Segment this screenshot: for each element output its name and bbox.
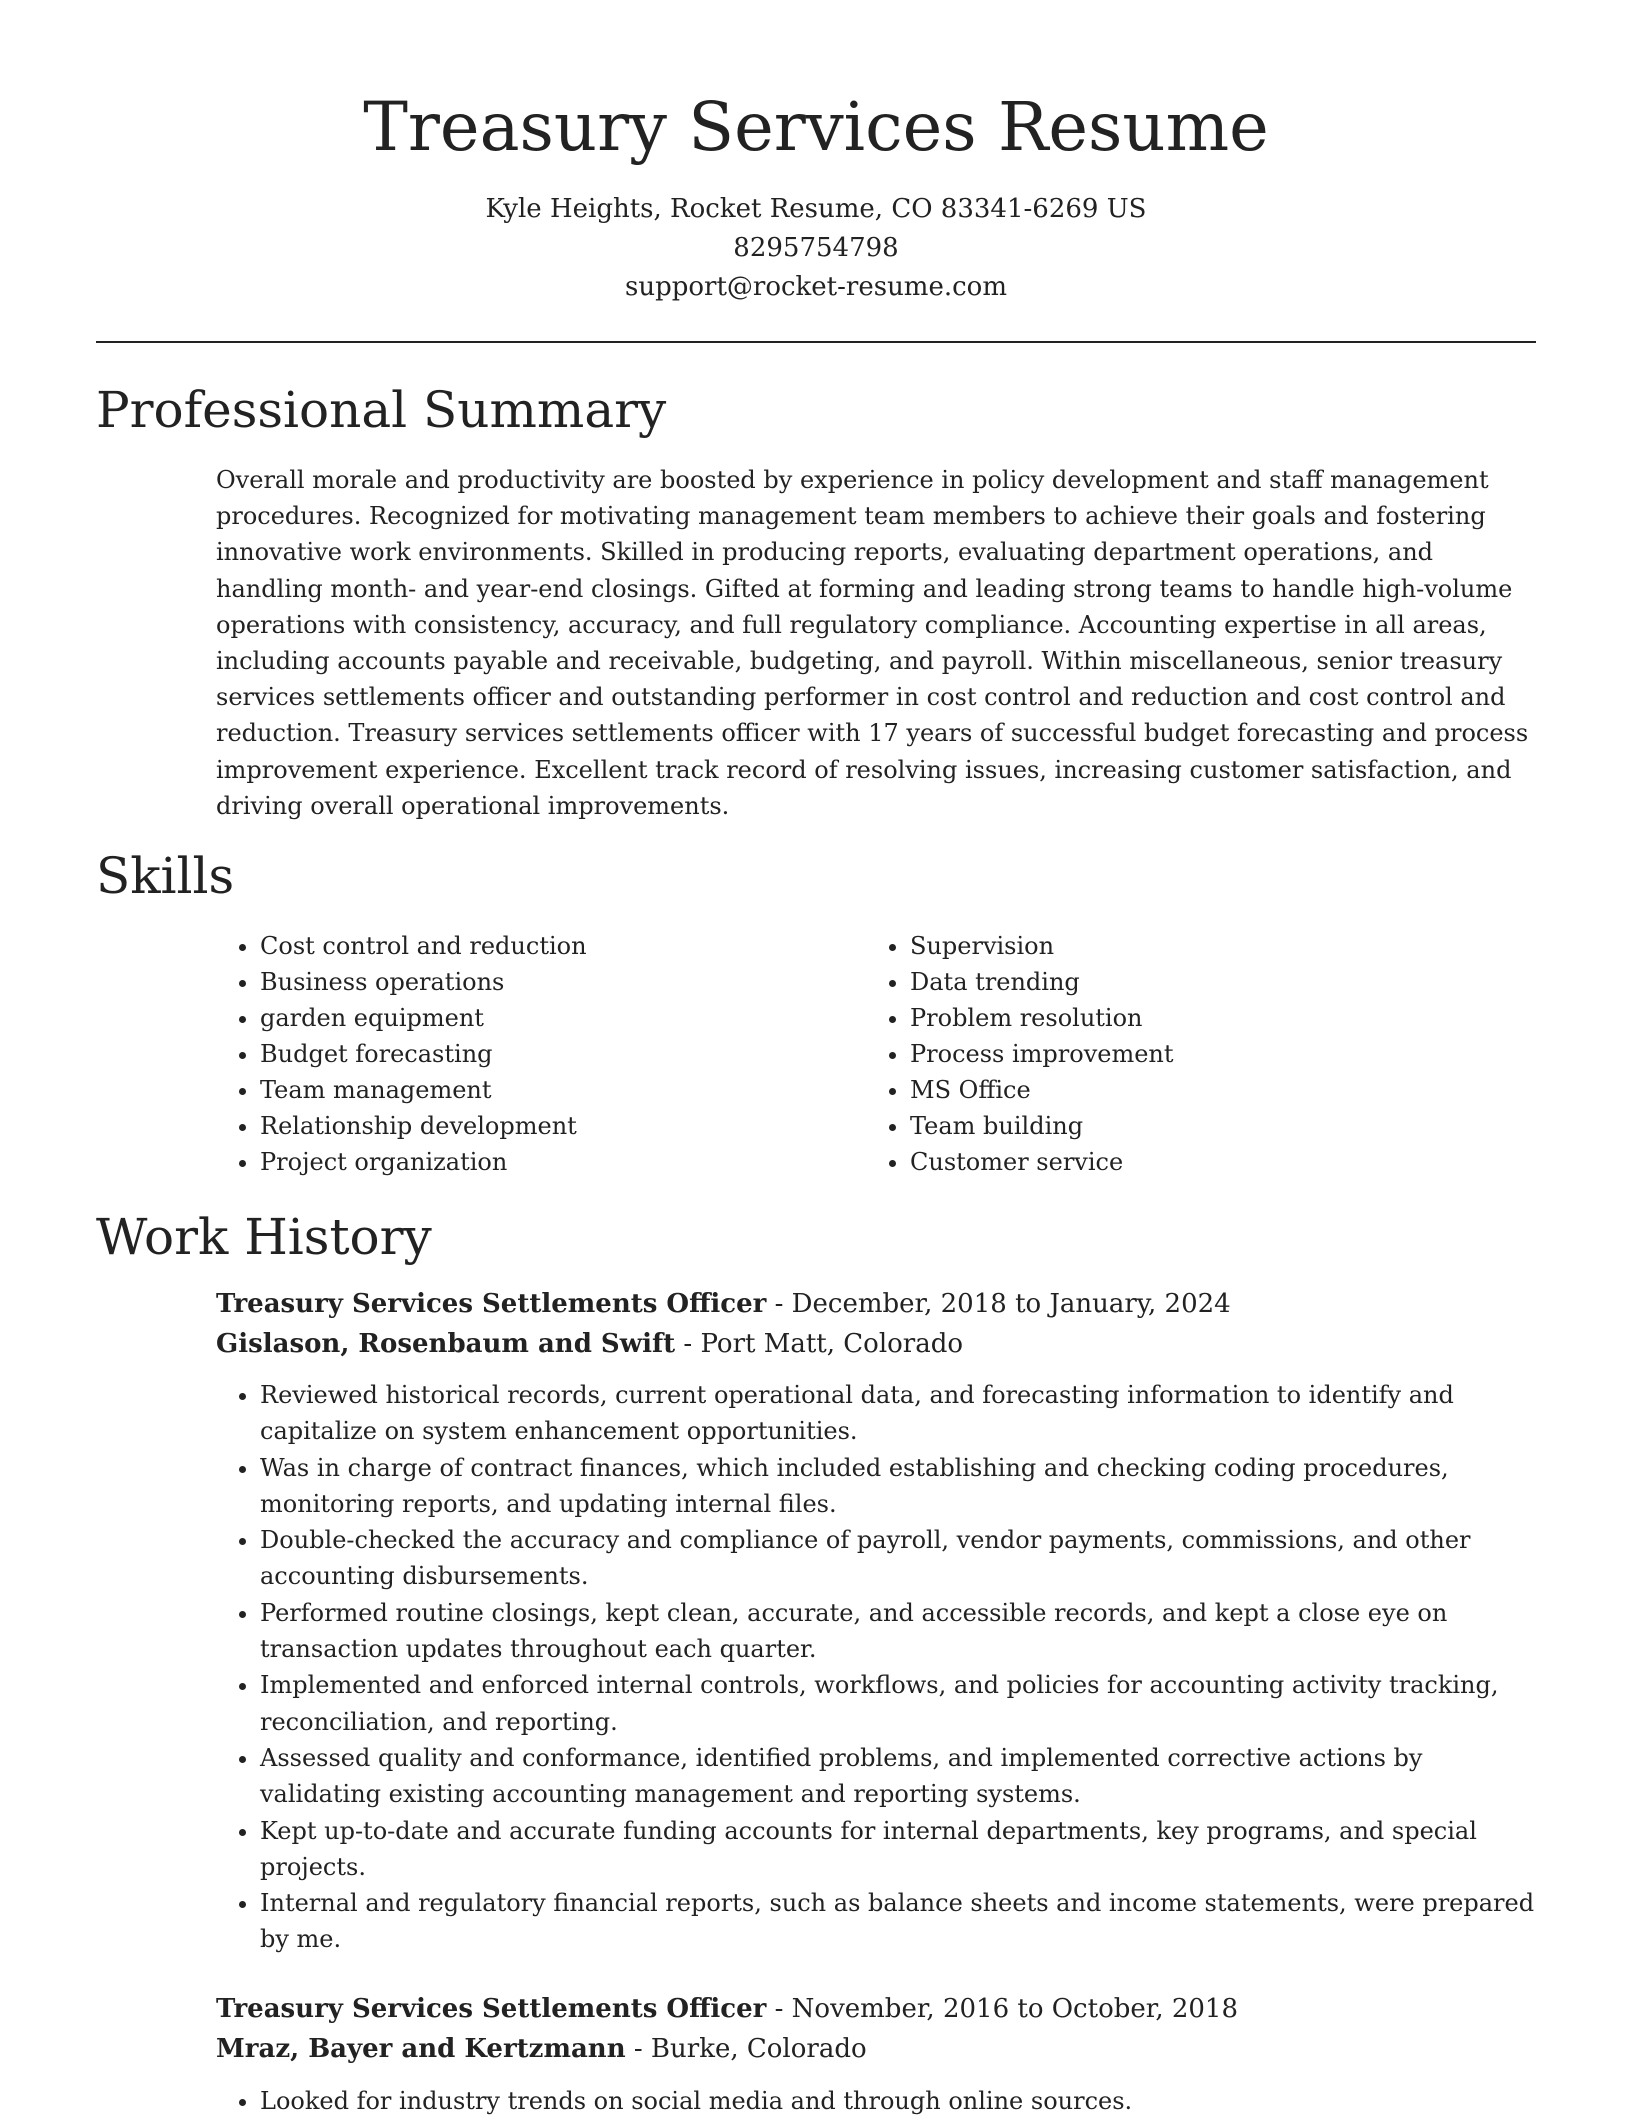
skill-item: • Process improvement (910, 1036, 1516, 1072)
contact-info (0, 190, 1632, 307)
skills-left-list (216, 928, 866, 1180)
summary-text: Overall morale and productivity are boosted by experience in policy development and staff management procedures. Recognized for motivating management team members to achieve their goals and fostering innovative work environments. Skilled in producing reports, evaluating department operations, and handling month- and year-end closings. Gifted at forming and leading strong teams to handle high-volume operations with consistency, accuracy, and full regulatory compliance. Accounting expertise in all areas, including accounts payable and receivable, budgeting, and payroll. Within miscellaneous, senior treasury services settlements officer and outstanding performer in cost control and reduction and cost control and reduction. Treasury services settlements officer with 17 years of successful budget forecasting and process improvement experience. Excellent track record of resolving issues, increasing customer satisfaction, and driving overall operational improvements. (216, 466, 1529, 820)
job-bullet: • Double-checked the accuracy and compliance of payroll, vendor payments, commissions, and other accounting disbursements. (260, 1522, 1536, 1595)
job-title: Treasury Services Settlements Officer (216, 1994, 767, 2024)
skills-heading: Skills (96, 847, 235, 905)
skill-item: • Supervision (910, 928, 1516, 964)
skill-item: • Business operations (260, 964, 866, 1000)
skills-right-list (866, 928, 1516, 1180)
job-bullet: • Implemented and enforced internal controls, workflows, and policies for accounting activity tracking, reconciliation, and reporting. (260, 1667, 1536, 1740)
job-bullets (216, 1377, 1536, 1958)
skill-item: • Team building (910, 1108, 1516, 1144)
skill-item: • Team management (260, 1072, 866, 1108)
header-divider (96, 341, 1536, 343)
job-bullet: • Looked for industry trends on social media and through online sources. (260, 2083, 1536, 2119)
summary-heading: Professional Summary (96, 381, 667, 439)
job-dates: - November, 2016 to October, 2018 (766, 1994, 1239, 2024)
skills-columns (216, 928, 1536, 1180)
skill-item: • Relationship development (260, 1108, 866, 1144)
skill-item: • Problem resolution (910, 1000, 1516, 1036)
job-bullet: • Kept up-to-date and accurate funding accounts for internal departments, key programs, and special projects. (260, 1813, 1536, 1886)
job-company-line (216, 1324, 1536, 1364)
job-company: Mraz, Bayer and Kertzmann (216, 2034, 626, 2064)
job-location: - Port Matt, Colorado (675, 1329, 964, 1359)
phone: 8295754798 (733, 233, 899, 263)
job-company-line (216, 2029, 1536, 2069)
job-title-line (216, 1284, 1536, 1324)
work-history-heading: Work History (96, 1208, 432, 1266)
skill-item: • Project organization (260, 1144, 866, 1180)
job-bullet: • Reviewed historical records, current operational data, and forecasting information to identify and capitalize on system enhancement opportunities. (260, 1377, 1536, 1450)
job-dates: - December, 2018 to January, 2024 (766, 1289, 1231, 1319)
skill-item: • garden equipment (260, 1000, 866, 1036)
skill-item: • Budget forecasting (260, 1036, 866, 1072)
skill-item: • Cost control and reduction (260, 928, 866, 964)
job-bullet: • Performed routine closings, kept clean, accurate, and accessible records, and kept a close eye on transaction updates throughout each quarter. (260, 1595, 1536, 1668)
resume-title: Treasury Services Resume (363, 88, 1269, 166)
job-bullet: • Assessed quality and conformance, identified problems, and implemented corrective actions by validating existing accounting management and reporting systems. (260, 1740, 1536, 1813)
job-title: Treasury Services Settlements Officer (216, 1289, 767, 1319)
job-location: - Burke, Colorado (625, 2034, 867, 2064)
job-title-line (216, 1989, 1536, 2029)
job-company: Gislason, Rosenbaum and Swift (216, 1329, 676, 1359)
address: Kyle Heights, Rocket Resume, CO 83341-6269 US (485, 194, 1147, 224)
job-bullet: • Was in charge of contract finances, which included establishing and checking coding procedures, monitoring reports, and updating internal files. (260, 1450, 1536, 1523)
skill-item: • Data trending (910, 964, 1516, 1000)
job-bullet: • Internal and regulatory financial reports, such as balance sheets and income statements, were prepared by me. (260, 1885, 1536, 1958)
skill-item: • MS Office (910, 1072, 1516, 1108)
job-bullets (216, 2083, 1536, 2119)
email: support@rocket-resume.com (624, 272, 1007, 302)
skill-item: • Customer service (910, 1144, 1516, 1180)
